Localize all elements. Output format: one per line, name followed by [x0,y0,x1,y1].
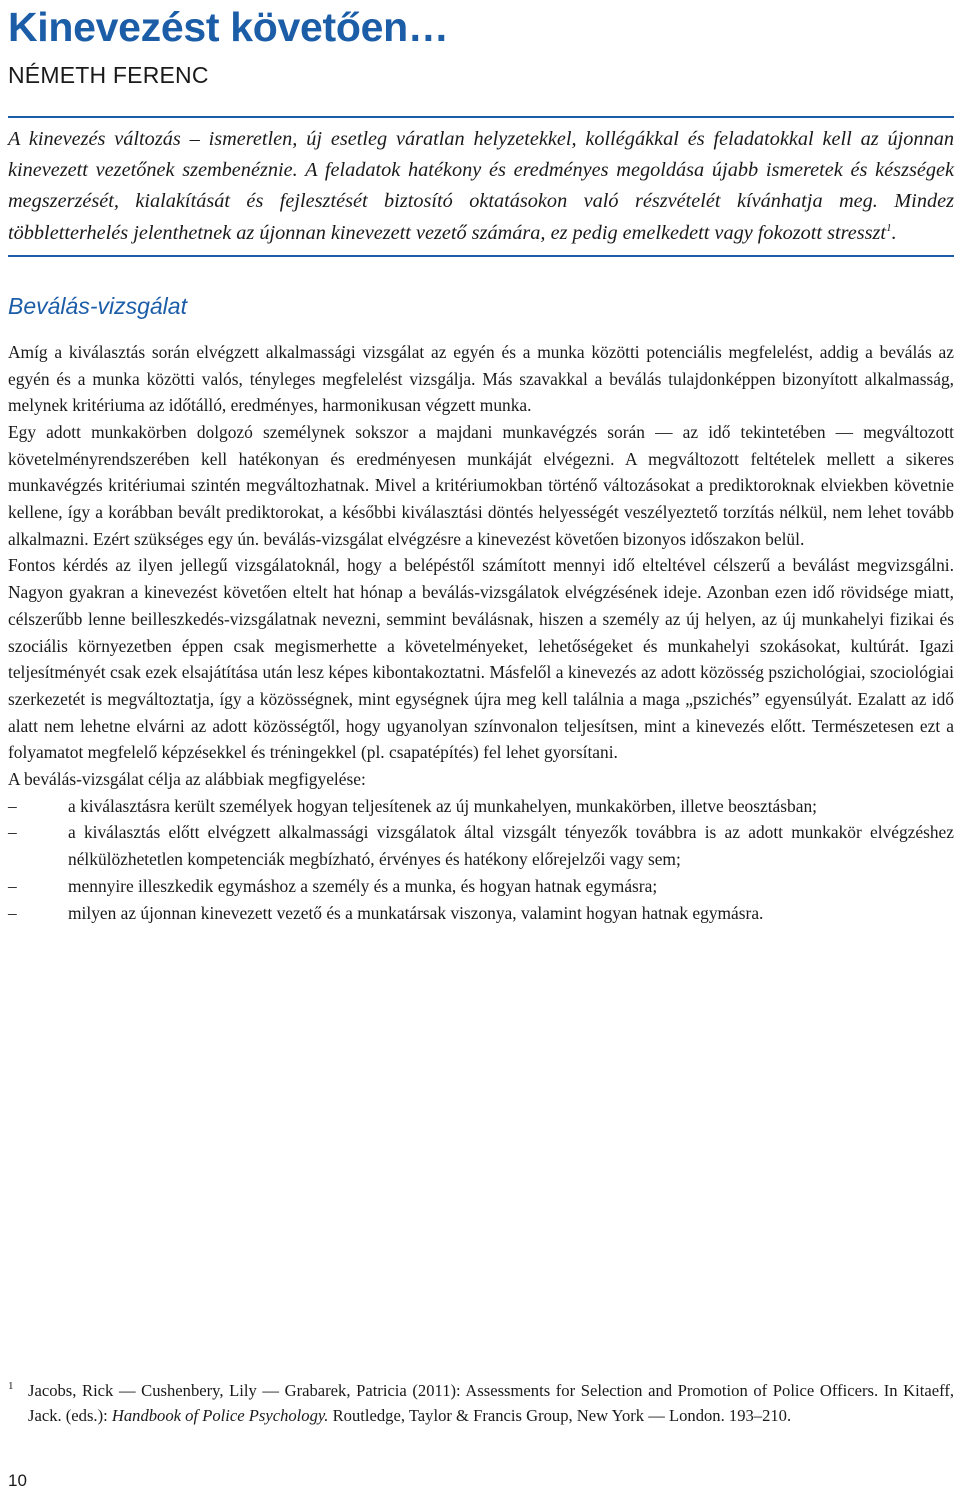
footnote-text [28,1378,954,1428]
list-item-text: mennyire illeszkedik egymáshoz a személy és a munka, és hogyan hatnak egymásra; [68,875,658,896]
body-paragraph: Amíg a kiválasztás során elvégzett alkalmassági vizsgálat az egyén és a munka közötti potenciális megfelelést, addig a beválás az egyén és a munka közötti valós, tényleges megfelelést vizsgálja. Más szavakkal a beválás tulajdonképpen bizonyított alkalmasság, melynek kritériuma az időtálló, eredményes, harmonikusan végzett munka. [8,341,954,416]
footnote-book-title: Handbook of Police Psychology. [111,1406,329,1425]
footnote-mark: 1 [8,1380,14,1392]
abstract-top-rule [8,116,954,118]
page-number: 10 [8,1471,27,1490]
list-item-text: milyen az újonnan kinevezett vezető és a munkatársak viszonya, valamint hogyan hatnak egymásra. [68,902,764,923]
footnote-reference[interactable]: 1 [886,221,892,234]
footnote [8,1378,954,1428]
list-item-text: a kiválasztás előtt elvégzett alkalmassági vizsgálatok által vizsgált tényezők továbbra is az adott munkakör elvégzéshez nélkülözhetetlen kompetenciák megbízható, érvényes és hatékony előrejelzői vagy sem; [68,822,954,870]
body-paragraph: Egy adott munkakörben dolgozó személynek sokszor a majdani munkavégzés során — az idő tekintetében — megváltozott követelményrendszerében kell hatékonyan és eredményesen munkáját elvégezni. A megváltozott feltételek mellett a sikeres munkavégzés kritériumai szintén megváltozhatnak. Mivel a kritériumokban történő változásokat a prediktoroknak elviekben követnie kellene, így a korábban bevált prediktorokat, a későbbi kiválasztási döntés helyességét veszélyeztető torzítás nélkül, nem lehet tovább alkalmazni. Ezért szükséges egy ún. beválás-vizsgálat elvégzésre a kinevezést követően bizonyos időszakon belül. [8,421,954,549]
list-item-text: a kiválasztásra került személyek hogyan teljesítenek az új munkahelyen, munkakörben, illetve beosztásban; [68,795,817,816]
list-item [8,819,954,872]
list-item [8,873,954,900]
list-dash: – [8,795,17,816]
body-paragraph: Fontos kérdés az ilyen jellegű vizsgálatoknál, hogy a belépéstől számított mennyi idő elteltével célszerű a beválást megvizsgálni. Nagyon gyakran a kinevezést követően eltelt hat hónap a beválás-vizsgálatok elvégzésének ideje. Azonban ezen idő rövidsége miatt, célszerűbb lenne beilleszkedés-vizsgálatnak nevezni, semmint beválásnak, hiszen a személy az új helyen, az új munkahelyi fizikai és szociális környezetben éppen csak megismerhette a követelményeket, lehetőségeket és munkahelyi szokásokat, kultúrát. Igazi teljesítményét csak ezek elsajátítása után lesz képes kibontakoztatni. Másfelől a kinevezés az adott közösség pszichológiai, szociológiai szerkezetét is megváltoztatja, így a közösségnek, mint egységnek újra meg kell találnia a maga „pszichés” egyensúlyát. Ezalatt az idő alatt nem lehetne elvárni az adott közösségtől, hogy ugyanolyan színvonalon teljesítsen, mint a kinevezés előtt. Természetesen ezt a folyamatot megfelelő képzésekkel és tréningekkel (pl. csapatépítés) fel lehet gyorsítani. [8,555,954,763]
article-title: Kinevezést követően… [8,4,449,50]
abstract-bottom-rule [8,255,954,257]
abstract-text: A kinevezés változás – ismeretlen, új esetleg váratlan helyzetekkel, kollégákkal és feladatokkal kell az újonnan kinevezett vezetőnek szembenéznie. A feladatok hatékony és eredményes megoldása újabb ismeretek és készségek megszerzését, kialakítását és fejlesztését biztosító oktatásokon való részvételét kívánhatja meg. Mindez többletterhelés jelenthetnek az újonnan kinevezett vezető számára, ez pedig emelkedett vagy fokozott stresszt [8,128,954,244]
list-item [8,793,954,820]
body-paragraph: A beválás-vizsgálat célja az alábbiak megfigyelése: [8,769,366,790]
abstract [8,124,954,249]
abstract-end: . [891,221,897,244]
footnote-citation: Jacobs, Rick — Cushenbery, Lily — Grabarek, Patricia (2011): Assessments for Selection and Promotion of Police Officers. In Kitaeff, Jack. (eds.): [28,1381,954,1425]
list-dash: – [8,902,17,923]
section-heading: Beválás-vizsgálat [8,292,187,319]
list-dash: – [8,875,17,896]
goals-list [8,793,954,927]
list-dash: – [8,822,17,843]
list-item [8,900,954,927]
footnote-publisher: Routledge, Taylor & Francis Group, New York — London. 193–210. [328,1406,792,1425]
author-name: NÉMETH FERENC [8,62,209,88]
section-body [8,339,954,926]
page [8,0,954,926]
